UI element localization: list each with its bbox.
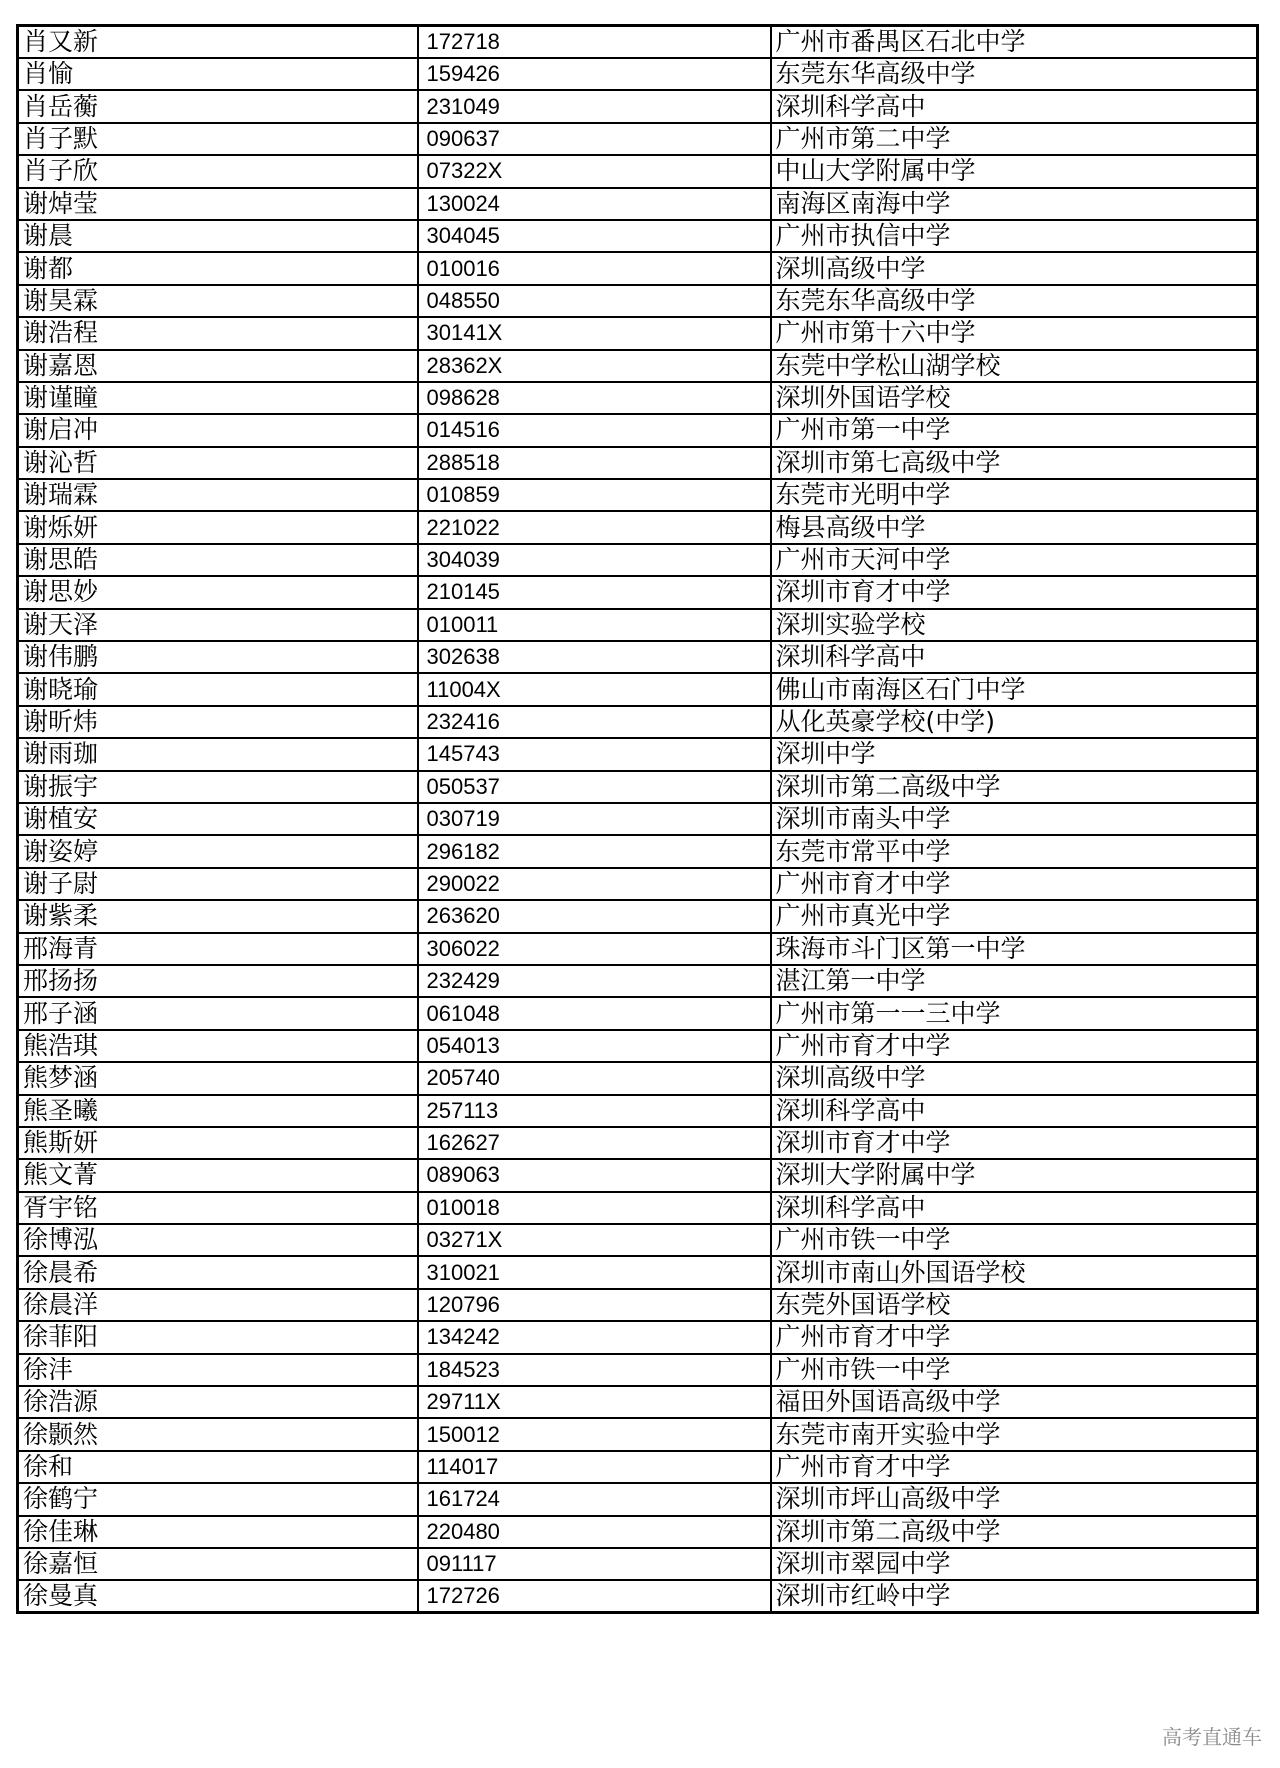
school-cell: 从化英豪学校(中学) xyxy=(771,706,1258,738)
name-cell: 谢昕炜 xyxy=(18,706,418,738)
sid-cell: 048550 xyxy=(418,285,771,317)
school-cell: 深圳市南头中学 xyxy=(771,803,1258,835)
sid-cell: 304039 xyxy=(418,544,771,576)
table-row xyxy=(18,609,1258,641)
school-cell: 东莞东华高级中学 xyxy=(771,285,1258,317)
school-cell: 深圳科学高中 xyxy=(771,1192,1258,1224)
name-cell: 徐晨希 xyxy=(18,1256,418,1288)
name-cell: 熊梦涵 xyxy=(18,1062,418,1094)
sid-cell: 29711X xyxy=(418,1386,771,1418)
name-cell: 谢紫柔 xyxy=(18,900,418,932)
table-row xyxy=(18,414,1258,446)
sid-cell: 150012 xyxy=(418,1418,771,1450)
school-cell: 广州市执信中学 xyxy=(771,220,1258,252)
sid-cell: 296182 xyxy=(418,835,771,867)
school-cell: 广州市番禺区石北中学 xyxy=(771,26,1258,59)
school-cell: 东莞中学松山湖学校 xyxy=(771,350,1258,382)
sid-cell: 210145 xyxy=(418,576,771,608)
name-cell: 谢昊霖 xyxy=(18,285,418,317)
sid-cell: 205740 xyxy=(418,1062,771,1094)
sid-cell: 114017 xyxy=(418,1451,771,1483)
table-row xyxy=(18,1548,1258,1580)
student-list-body xyxy=(18,26,1258,1613)
school-cell: 福田外国语高级中学 xyxy=(771,1386,1258,1418)
table-row xyxy=(18,447,1258,479)
school-cell: 深圳市坪山高级中学 xyxy=(771,1483,1258,1515)
name-cell: 谢瑞霖 xyxy=(18,479,418,511)
sid-cell: 288518 xyxy=(418,447,771,479)
table-row xyxy=(18,252,1258,284)
name-cell: 徐嘉恒 xyxy=(18,1548,418,1580)
name-cell: 徐菲阳 xyxy=(18,1321,418,1353)
table-row xyxy=(18,1224,1258,1256)
sid-cell: 090637 xyxy=(418,123,771,155)
sid-cell: 257113 xyxy=(418,1095,771,1127)
sid-cell: 172726 xyxy=(418,1580,771,1613)
school-cell: 广州市育才中学 xyxy=(771,1321,1258,1353)
name-cell: 徐鹤宁 xyxy=(18,1483,418,1515)
sid-cell: 30141X xyxy=(418,317,771,349)
name-cell: 徐佳琳 xyxy=(18,1516,418,1548)
sid-cell: 030719 xyxy=(418,803,771,835)
school-cell: 深圳市南山外国语学校 xyxy=(771,1256,1258,1288)
school-cell: 东莞市常平中学 xyxy=(771,835,1258,867)
name-cell: 谢思妙 xyxy=(18,576,418,608)
name-cell: 徐博泓 xyxy=(18,1224,418,1256)
sid-cell: 310021 xyxy=(418,1256,771,1288)
name-cell: 谢振宇 xyxy=(18,771,418,803)
school-cell: 深圳市第七高级中学 xyxy=(771,447,1258,479)
school-cell: 梅县高级中学 xyxy=(771,511,1258,543)
table-row xyxy=(18,544,1258,576)
school-cell: 东莞外国语学校 xyxy=(771,1289,1258,1321)
table-row xyxy=(18,1321,1258,1353)
school-cell: 东莞市光明中学 xyxy=(771,479,1258,511)
name-cell: 肖岳蘅 xyxy=(18,90,418,122)
table-row xyxy=(18,641,1258,673)
school-cell: 深圳高级中学 xyxy=(771,252,1258,284)
table-row xyxy=(18,965,1258,997)
name-cell: 谢晓瑜 xyxy=(18,673,418,705)
sid-cell: 010018 xyxy=(418,1192,771,1224)
table-row xyxy=(18,511,1258,543)
sid-cell: 302638 xyxy=(418,641,771,673)
table-row xyxy=(18,1256,1258,1288)
table-row xyxy=(18,123,1258,155)
name-cell: 肖子默 xyxy=(18,123,418,155)
name-cell: 谢启冲 xyxy=(18,414,418,446)
school-cell: 广州市铁一中学 xyxy=(771,1224,1258,1256)
school-cell: 佛山市南海区石门中学 xyxy=(771,673,1258,705)
name-cell: 邢扬扬 xyxy=(18,965,418,997)
name-cell: 谢嘉恩 xyxy=(18,350,418,382)
name-cell: 徐曼真 xyxy=(18,1580,418,1613)
sid-cell: 014516 xyxy=(418,414,771,446)
sid-cell: 145743 xyxy=(418,738,771,770)
sid-cell: 010011 xyxy=(418,609,771,641)
sid-cell: 120796 xyxy=(418,1289,771,1321)
table-row xyxy=(18,706,1258,738)
table-row xyxy=(18,900,1258,932)
table-row xyxy=(18,1192,1258,1224)
sid-cell: 231049 xyxy=(418,90,771,122)
table-row xyxy=(18,1580,1258,1613)
sid-cell: 03271X xyxy=(418,1224,771,1256)
school-cell: 广州市第十六中学 xyxy=(771,317,1258,349)
school-cell: 广州市天河中学 xyxy=(771,544,1258,576)
sid-cell: 220480 xyxy=(418,1516,771,1548)
sid-cell: 184523 xyxy=(418,1354,771,1386)
table-row xyxy=(18,382,1258,414)
table-row xyxy=(18,1127,1258,1159)
name-cell: 谢植安 xyxy=(18,803,418,835)
name-cell: 胥宇铭 xyxy=(18,1192,418,1224)
name-cell: 谢晨 xyxy=(18,220,418,252)
school-cell: 深圳科学高中 xyxy=(771,1095,1258,1127)
sid-cell: 089063 xyxy=(418,1159,771,1191)
table-row xyxy=(18,1483,1258,1515)
school-cell: 广州市育才中学 xyxy=(771,868,1258,900)
school-cell: 深圳市翠园中学 xyxy=(771,1548,1258,1580)
student-list-table xyxy=(16,24,1259,1614)
name-cell: 谢沁哲 xyxy=(18,447,418,479)
school-cell: 广州市铁一中学 xyxy=(771,1354,1258,1386)
sid-cell: 010859 xyxy=(418,479,771,511)
table-row xyxy=(18,673,1258,705)
sid-cell: 091117 xyxy=(418,1548,771,1580)
name-cell: 徐晨洋 xyxy=(18,1289,418,1321)
name-cell: 徐沣 xyxy=(18,1354,418,1386)
sid-cell: 098628 xyxy=(418,382,771,414)
table-row xyxy=(18,350,1258,382)
table-row xyxy=(18,1354,1258,1386)
table-row xyxy=(18,997,1258,1029)
name-cell: 徐浩源 xyxy=(18,1386,418,1418)
table-row xyxy=(18,835,1258,867)
sid-cell: 172718 xyxy=(418,26,771,59)
table-row xyxy=(18,1418,1258,1450)
table-row xyxy=(18,90,1258,122)
school-cell: 深圳市育才中学 xyxy=(771,576,1258,608)
school-cell: 广州市真光中学 xyxy=(771,900,1258,932)
name-cell: 谢都 xyxy=(18,252,418,284)
name-cell: 熊圣曦 xyxy=(18,1095,418,1127)
name-cell: 邢子涵 xyxy=(18,997,418,1029)
name-cell: 邢海青 xyxy=(18,933,418,965)
sid-cell: 07322X xyxy=(418,155,771,187)
school-cell: 深圳市红岭中学 xyxy=(771,1580,1258,1613)
school-cell: 深圳市第二高级中学 xyxy=(771,771,1258,803)
table-row xyxy=(18,479,1258,511)
school-cell: 湛江第一中学 xyxy=(771,965,1258,997)
school-cell: 广州市育才中学 xyxy=(771,1030,1258,1062)
table-row xyxy=(18,1095,1258,1127)
name-cell: 肖子欣 xyxy=(18,155,418,187)
name-cell: 谢浩程 xyxy=(18,317,418,349)
name-cell: 徐颢然 xyxy=(18,1418,418,1450)
school-cell: 深圳高级中学 xyxy=(771,1062,1258,1094)
table-row xyxy=(18,868,1258,900)
sid-cell: 162627 xyxy=(418,1127,771,1159)
sid-cell: 134242 xyxy=(418,1321,771,1353)
sid-cell: 130024 xyxy=(418,188,771,220)
sid-cell: 050537 xyxy=(418,771,771,803)
school-cell: 深圳外国语学校 xyxy=(771,382,1258,414)
table-row xyxy=(18,58,1258,90)
sid-cell: 232416 xyxy=(418,706,771,738)
school-cell: 深圳市育才中学 xyxy=(771,1127,1258,1159)
table-row xyxy=(18,220,1258,252)
sid-cell: 061048 xyxy=(418,997,771,1029)
name-cell: 谢烁妍 xyxy=(18,511,418,543)
name-cell: 谢子尉 xyxy=(18,868,418,900)
school-cell: 广州市第二中学 xyxy=(771,123,1258,155)
sid-cell: 159426 xyxy=(418,58,771,90)
table-row xyxy=(18,1159,1258,1191)
sid-cell: 010016 xyxy=(418,252,771,284)
school-cell: 深圳科学高中 xyxy=(771,641,1258,673)
table-row xyxy=(18,1289,1258,1321)
school-cell: 广州市育才中学 xyxy=(771,1451,1258,1483)
table-row xyxy=(18,576,1258,608)
school-cell: 东莞市南开实验中学 xyxy=(771,1418,1258,1450)
name-cell: 徐和 xyxy=(18,1451,418,1483)
school-cell: 深圳中学 xyxy=(771,738,1258,770)
sid-cell: 304045 xyxy=(418,220,771,252)
name-cell: 谢思皓 xyxy=(18,544,418,576)
name-cell: 谢雨珈 xyxy=(18,738,418,770)
table-row xyxy=(18,317,1258,349)
name-cell: 谢焯莹 xyxy=(18,188,418,220)
table-row xyxy=(18,771,1258,803)
school-cell: 广州市第一一三中学 xyxy=(771,997,1258,1029)
name-cell: 熊浩琪 xyxy=(18,1030,418,1062)
school-cell: 东莞东华高级中学 xyxy=(771,58,1258,90)
sid-cell: 161724 xyxy=(418,1483,771,1515)
name-cell: 谢天泽 xyxy=(18,609,418,641)
table-row xyxy=(18,188,1258,220)
name-cell: 谢谨瞳 xyxy=(18,382,418,414)
table-row xyxy=(18,803,1258,835)
table-row xyxy=(18,1451,1258,1483)
table-row xyxy=(18,933,1258,965)
school-cell: 深圳实验学校 xyxy=(771,609,1258,641)
name-cell: 熊文菁 xyxy=(18,1159,418,1191)
watermark-text: 高考直通车 xyxy=(1162,1725,1262,1749)
table-row xyxy=(18,155,1258,187)
table-row xyxy=(18,738,1258,770)
school-cell: 深圳市第二高级中学 xyxy=(771,1516,1258,1548)
table-row xyxy=(18,1386,1258,1418)
school-cell: 中山大学附属中学 xyxy=(771,155,1258,187)
school-cell: 南海区南海中学 xyxy=(771,188,1258,220)
sid-cell: 263620 xyxy=(418,900,771,932)
school-cell: 深圳科学高中 xyxy=(771,90,1258,122)
name-cell: 谢姿婷 xyxy=(18,835,418,867)
sid-cell: 290022 xyxy=(418,868,771,900)
sid-cell: 28362X xyxy=(418,350,771,382)
sid-cell: 054013 xyxy=(418,1030,771,1062)
name-cell: 肖又新 xyxy=(18,26,418,59)
table-row xyxy=(18,26,1258,59)
school-cell: 珠海市斗门区第一中学 xyxy=(771,933,1258,965)
table-row xyxy=(18,1062,1258,1094)
sid-cell: 232429 xyxy=(418,965,771,997)
table-row xyxy=(18,1030,1258,1062)
school-cell: 深圳大学附属中学 xyxy=(771,1159,1258,1191)
sid-cell: 11004X xyxy=(418,673,771,705)
sid-cell: 221022 xyxy=(418,511,771,543)
name-cell: 熊斯妍 xyxy=(18,1127,418,1159)
name-cell: 谢伟鹏 xyxy=(18,641,418,673)
name-cell: 肖愉 xyxy=(18,58,418,90)
table-row xyxy=(18,285,1258,317)
table-row xyxy=(18,1516,1258,1548)
school-cell: 广州市第一中学 xyxy=(771,414,1258,446)
sid-cell: 306022 xyxy=(418,933,771,965)
